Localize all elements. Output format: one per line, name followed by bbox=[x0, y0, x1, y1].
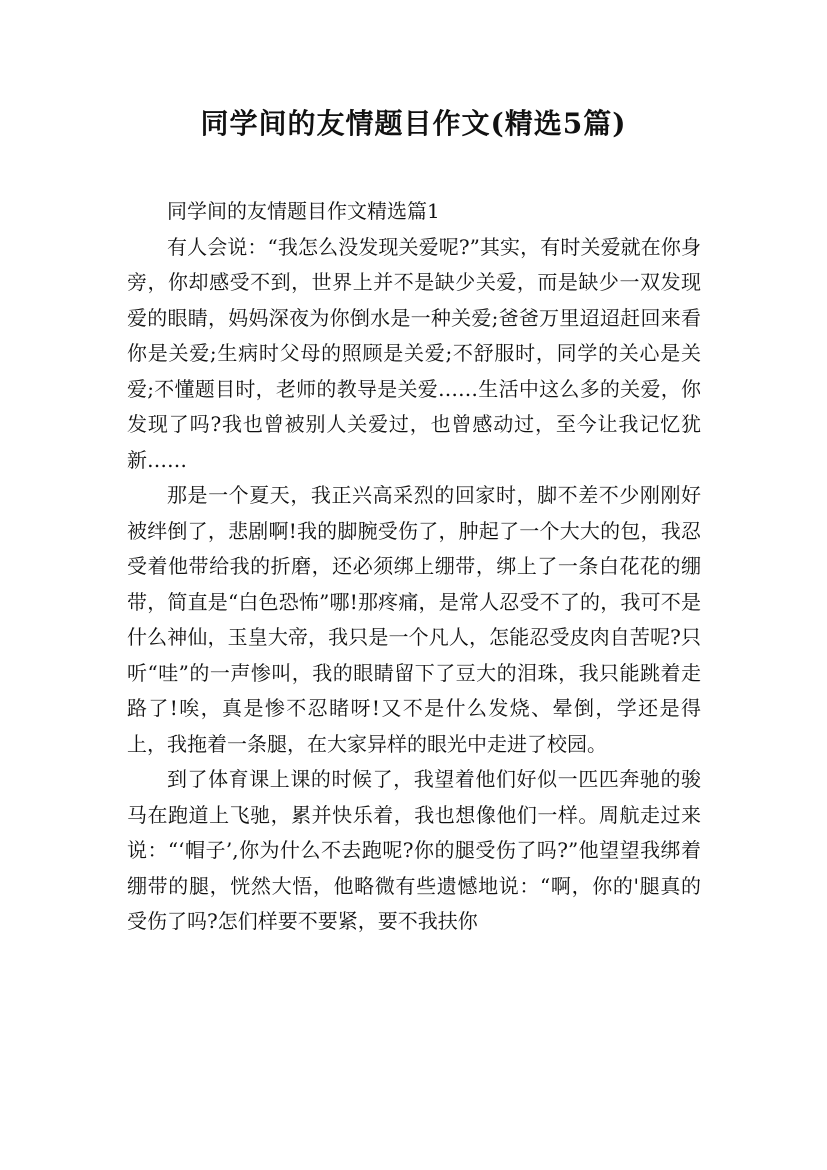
document-title: 同学间的友情题目作文(精选5篇) bbox=[200, 107, 627, 140]
document-body bbox=[127, 194, 701, 940]
paragraph-3: 到了体育课上课的时候了，我望着他们好似一匹匹奔驰的骏马在跑道上飞驰，累并快乐着，我也想像他们一样。周航走过来说：“‘帽子’,你为什么不去跑呢?你的腿受伤了吗?”他望望我绑着绷带的腿，恍然大悟，他略微有些遗憾地说：“啊，你的'腿真的受伤了吗?怎们样要不要紧，要不我扶你 bbox=[127, 767, 701, 933]
section-heading: 同学间的友情题目作文精选篇1 bbox=[167, 199, 440, 223]
paragraph-1: 有人会说：“我怎么没发现关爱呢?”其实，有时关爱就在你身旁，你却感受不到，世界上并不是缺少关爱，而是缺少一双发现爱的眼睛，妈妈深夜为你倒水是一种关爱;爸爸万里迢迢赶回来看你是关爱;生病时父母的照顾是关爱;不舒服时，同学的关心是关爱;不懂题目时，老师的教导是关爱……生活中这么多的关爱，你发现了吗?我也曾被别人关爱过，也曾感动过，至今让我记忆犹新…… bbox=[127, 234, 701, 472]
paragraph-2: 那是一个夏天，我正兴高采烈的回家时，脚不差不少刚刚好被绊倒了，悲剧啊!我的脚腕受伤了，肿起了一个大大的包，我忍受着他带给我的折磨，还必须绑上绷带，绑上了一条白花花的绷带，简直是“白色恐怖”哪!那疼痛，是常人忍受不了的，我可不是什么神仙，玉皇大帝，我只是一个凡人，怎能忍受皮肉自苦呢?只听“哇”的一声惨叫，我的眼睛留下了豆大的泪珠，我只能跳着走路了!唉，真是惨不忍睹呀!又不是什么发烧、晕倒，学还是得上，我拖着一条腿，在大家异样的眼光中走进了校园。 bbox=[127, 483, 701, 756]
